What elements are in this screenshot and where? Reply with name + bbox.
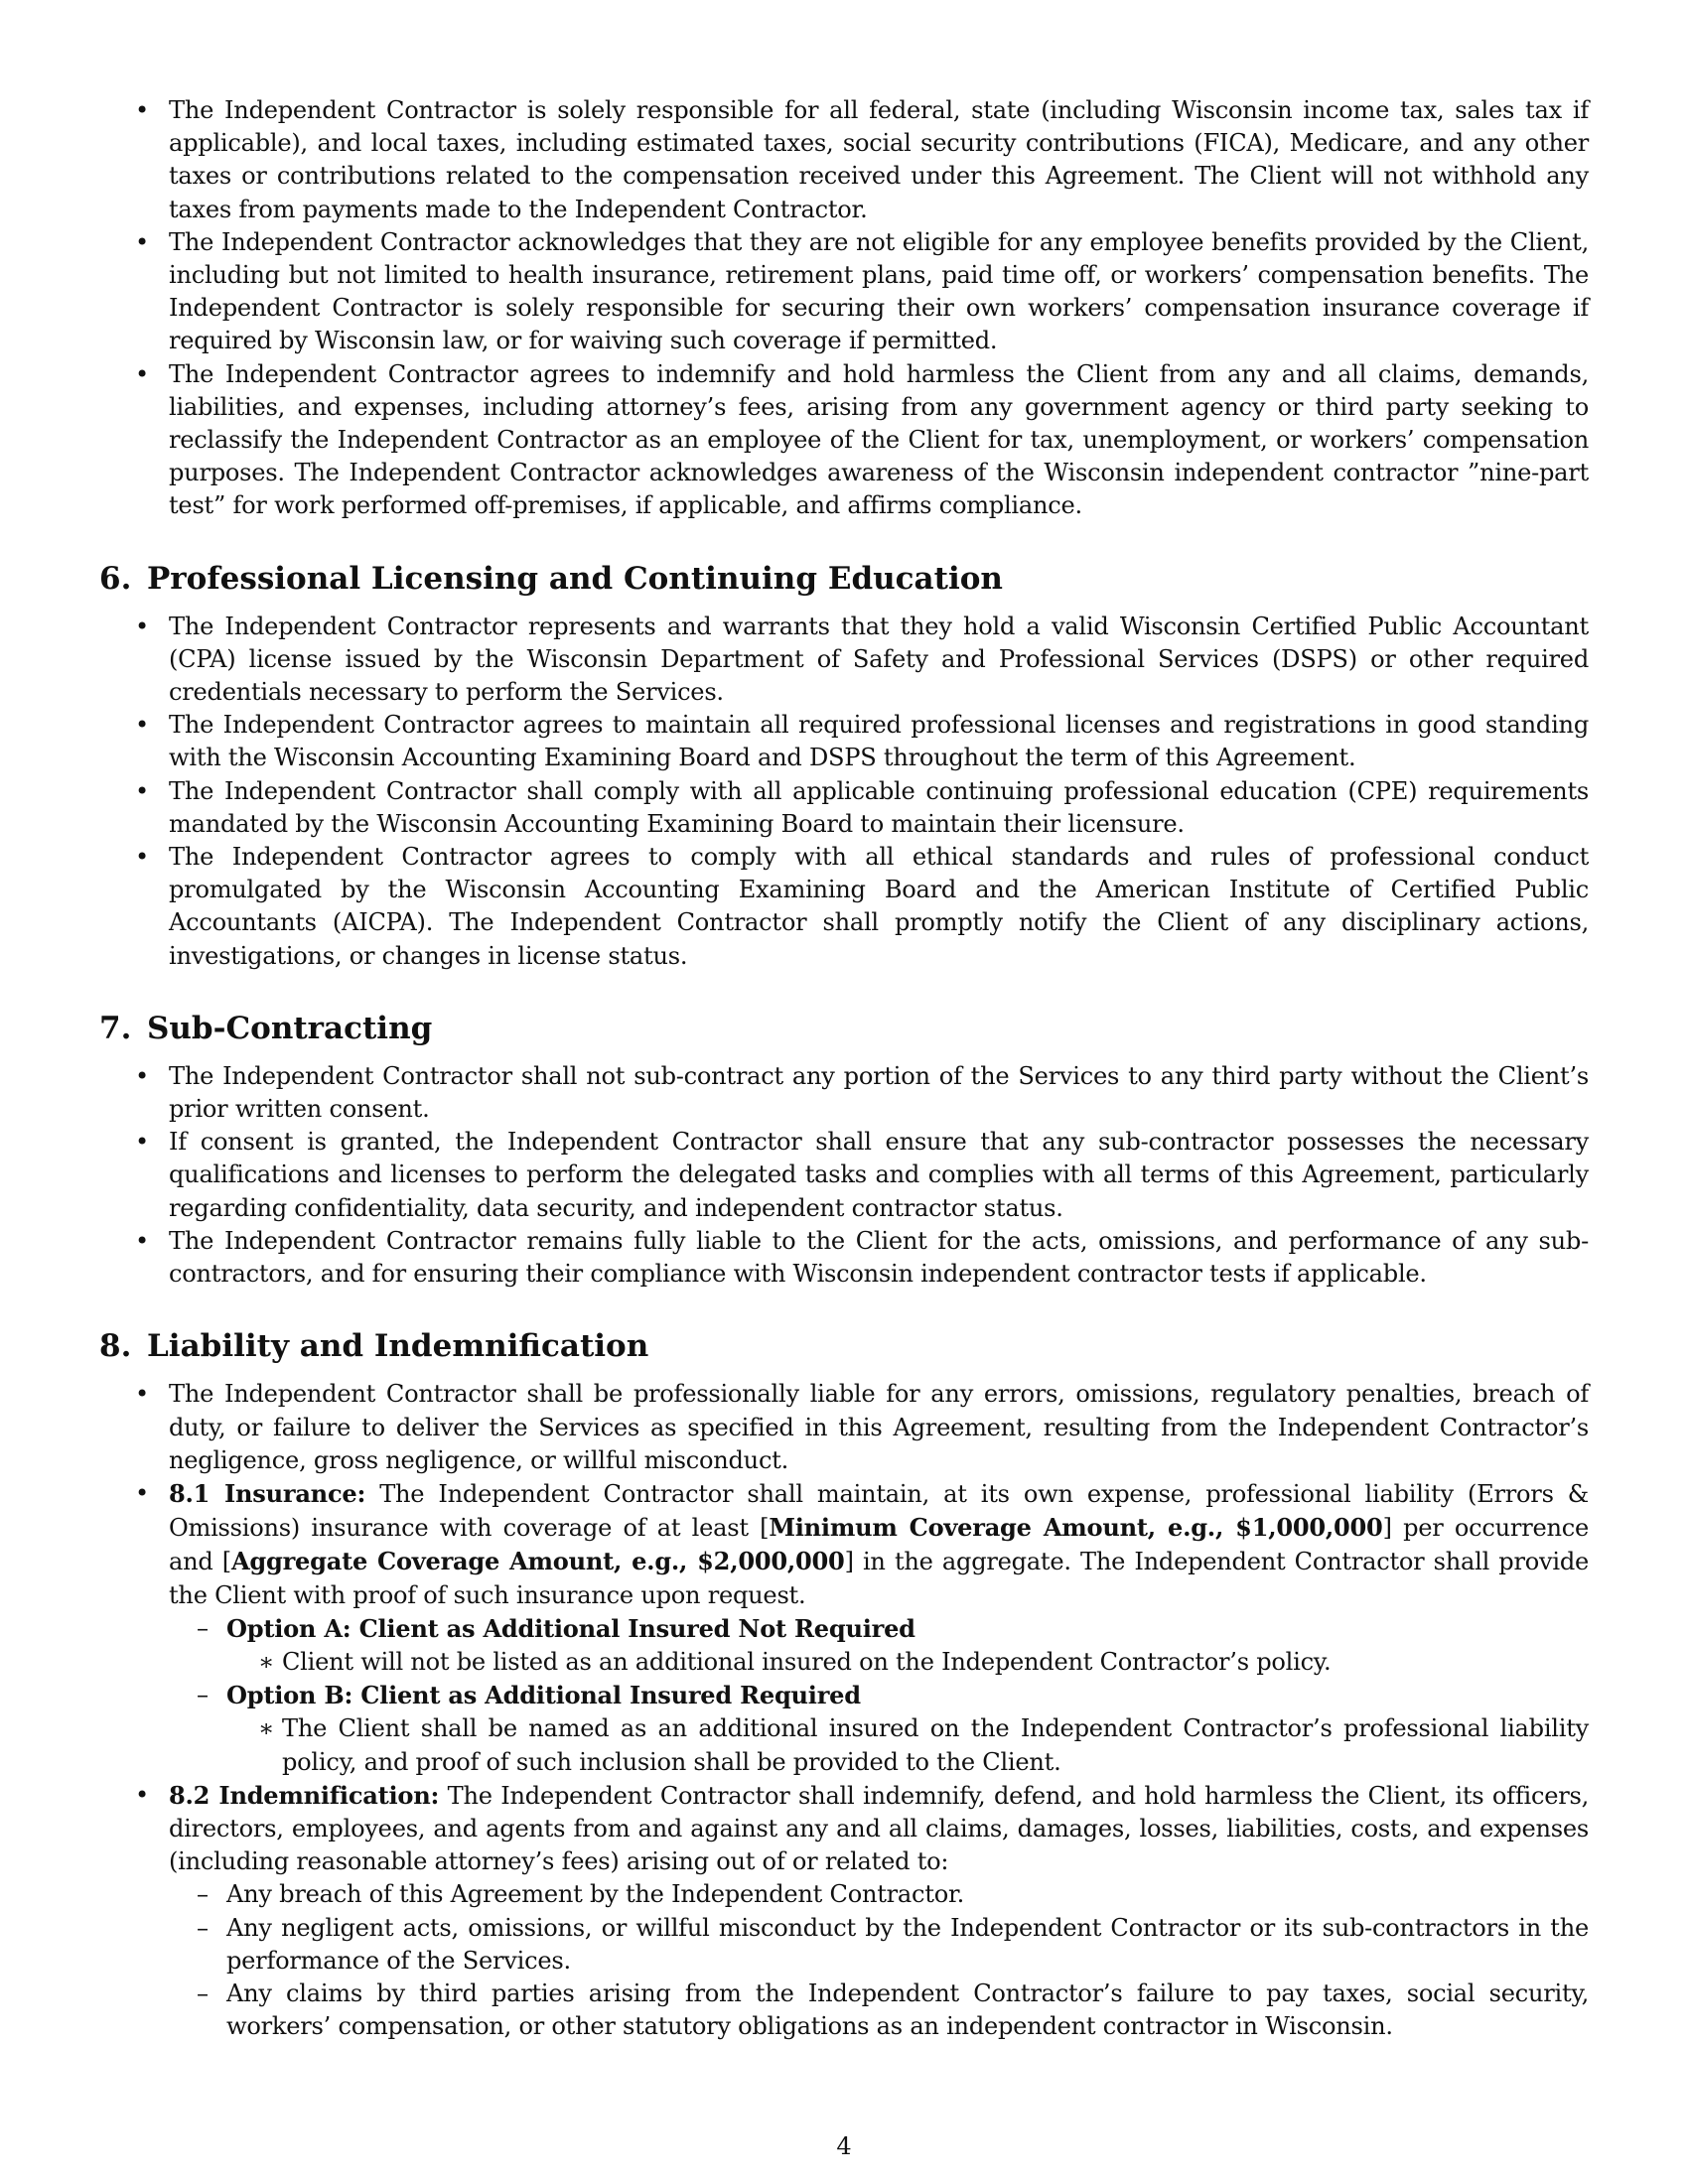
section-6-bullet: • The Independent Contractor agrees to maintain all required professional licenses and registrations in good standing with the Wisconsin Accounting Examining Board and DSPS throughout the term of this Agreement. <box>99 709 1589 774</box>
section-7-bullet: • If consent is granted, the Independent Contractor shall ensure that any sub-contractor possesses the necessary qualifications and licenses to perform the delegated tasks and complies with all terms of this Agreement, particularly regarding confidentiality, data security, and independent contractor status. <box>99 1126 1589 1225</box>
insurance-text-a: The Independent Contractor shall maintain, at its own expense, professional liability (Errors & Omissions) insurance with coverage of at least [ <box>169 1479 1589 1543</box>
document-body <box>99 94 1589 2043</box>
indemnification-bullet <box>99 1779 1589 1879</box>
option-b-title: Option B: Client as Additional Insured Required <box>226 1681 861 1710</box>
option-a-detail: ∗ Client will not be listed as an additional insured on the Independent Contractor’s policy. <box>99 1646 1589 1679</box>
section-6-heading <box>99 559 1589 599</box>
section-7-number: 7. <box>99 1010 132 1046</box>
insurance-label: 8.1 Insurance: <box>169 1478 366 1508</box>
option-a-item <box>99 1612 1589 1646</box>
section-7-heading <box>99 1009 1589 1048</box>
liability-bullet: • The Independent Contractor shall be professionally liable for any errors, omissions, regulatory penalties, breach of duty, or failure to deliver the Services as specified in this Agreement, resulting from the Independent Contractor’s negligence, gross negligence, or willful misconduct. <box>99 1378 1589 1477</box>
section-6-number: 6. <box>99 560 132 597</box>
section-6-bullet: • The Independent Contractor represents and warrants that they hold a valid Wisconsin Certified Public Accountant (CPA) license issued by the Wisconsin Department of Safety and Professional Services (DSPS) or other required credentials necessary to perform the Services. <box>99 611 1589 710</box>
insurance-text-b: ] per occurrence and [ <box>169 1514 1589 1576</box>
page-number: 4 <box>836 2132 852 2160</box>
minimum-coverage-placeholder: Minimum Coverage Amount, e.g., $1,000,000 <box>769 1513 1383 1543</box>
section-6-bullet: • The Independent Contractor agrees to comply with all ethical standards and rules of professional conduct promulgated by the Wisconsin Accounting Examining Board and the American Institute of Certified Public Accountants (AICPA). The Independent Contractor shall promptly notify the Client of any disciplinary actions, investigations, or changes in license status. <box>99 841 1589 973</box>
option-a-title: Option A: Client as Additional Insured Not Required <box>226 1613 915 1643</box>
section-7-bullet: • The Independent Contractor shall not sub-contract any portion of the Services to any third party without the Client’s prior written consent. <box>99 1060 1589 1126</box>
tax-responsibility-bullet: • The Independent Contractor is solely responsible for all federal, state (including Wisconsin income tax, sales tax if applicable), and local taxes, including estimated taxes, social security contributions (FICA), Medicare, and any other taxes or contributions related to the compensation received under this Agreement. The Client will not withhold any taxes from payments made to the Independent Contractor. <box>99 94 1589 226</box>
option-b-detail: ∗ The Client shall be named as an additional insured on the Independent Contractor’s professional liability policy, and proof of such inclusion shall be provided to the Client. <box>99 1712 1589 1778</box>
option-b-item <box>99 1679 1589 1712</box>
aggregate-coverage-placeholder: Aggregate Coverage Amount, e.g., $2,000,000 <box>230 1547 845 1576</box>
reclassification-bullet: • The Independent Contractor agrees to indemnify and hold harmless the Client from any and all claims, demands, liabilities, and expenses, including attorney’s fees, arising from any government agency or third party seeking to reclassify the Independent Contractor as an employee of the Client for tax, unemployment, or workers’ compensation purposes. The Independent Contractor acknowledges awareness of the Wisconsin independent contractor ”nine-part test” for work performed off-premises, if applicable, and affirms compliance. <box>99 358 1589 523</box>
insurance-bullet <box>99 1477 1589 1612</box>
indemnification-item: – Any negligent acts, omissions, or willful misconduct by the Independent Contractor or its sub-contractors in the performance of the Services. <box>99 1912 1589 1978</box>
section-7-bullet: • The Independent Contractor remains fully liable to the Client for the acts, omissions, and performance of any sub-contractors, and for ensuring their compliance with Wisconsin independent contractor tests if applicable. <box>99 1225 1589 1291</box>
benefits-bullet: • The Independent Contractor acknowledges that they are not eligible for any employee benefits provided by the Client, including but not limited to health insurance, retirement plans, paid time off, or workers’ compensation benefits. The Independent Contractor is solely responsible for securing their own workers’ compensation insurance coverage if required by Wisconsin law, or for waiving such coverage if permitted. <box>99 226 1589 358</box>
section-7-title: Sub-Contracting <box>147 1010 433 1046</box>
indemnification-item: – Any breach of this Agreement by the Independent Contractor. <box>99 1878 1589 1911</box>
indemnification-label: 8.2 Indemnification: <box>169 1780 440 1810</box>
insurance-text-c: ] in the aggregate. The Independent Contractor shall provide the Client with proof of such insurance upon request. <box>169 1548 1590 1609</box>
section-6-title: Professional Licensing and Continuing Education <box>147 560 1003 597</box>
section-6-bullet: • The Independent Contractor shall comply with all applicable continuing professional education (CPE) requirements mandated by the Wisconsin Accounting Examining Board to maintain their licensure. <box>99 775 1589 841</box>
indemnification-item: – Any claims by third parties arising from the Independent Contractor’s failure to pay taxes, social security, workers’ compensation, or other statutory obligations as an independent contractor in Wisconsin. <box>99 1978 1589 2043</box>
section-8-number: 8. <box>99 1328 132 1365</box>
indemnification-text: The Independent Contractor shall indemnify, defend, and hold harmless the Client, its officers, directors, employees, and agents from and against any and all claims, damages, losses, liabilities, costs, and expenses (including reasonable attorney’s fees) arising out of or related to: <box>169 1781 1589 1876</box>
section-8-heading <box>99 1326 1589 1366</box>
section-8-title: Liability and Indemnification <box>147 1328 649 1365</box>
